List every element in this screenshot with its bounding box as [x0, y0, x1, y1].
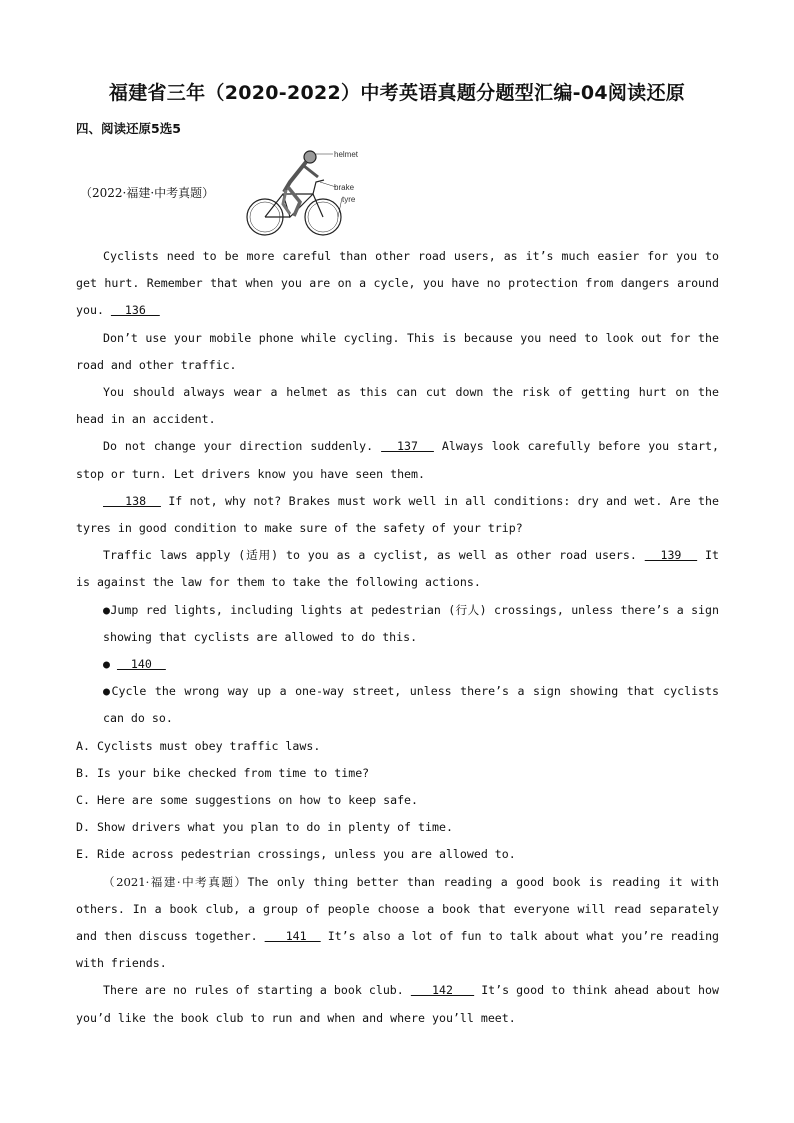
paragraph-text: It’s also a lot of fun to talk about what you’re reading with friends. — [76, 929, 720, 971]
paragraph-text: There are no rules of starting a book club. — [103, 983, 404, 998]
answer-blank-139[interactable]: 139 — [644, 548, 698, 563]
list-item: ●Jump red lights, including lights at pedestrian (行人) crossings, unless there’s a sign showing that cyclists are allowed to do this. — [103, 602, 719, 644]
page-title: 福建省三年（2020-2022）中考英语真题分题型汇编-04阅读还原 — [108, 82, 686, 104]
paragraph: You should always wear a helmet as this can cut down the risk of getting hurt on the head in an accident. — [76, 385, 719, 427]
paragraph — [76, 433, 719, 487]
option-b: B. Is your bike checked from time to time? — [76, 765, 370, 780]
paragraph-text: The only thing better than reading a good book is reading it with others. In a book club, a group of people choose a book that everyone will read separately and then discuss together. — [76, 874, 719, 944]
paragraph — [76, 243, 719, 325]
answer-blank-141[interactable]: 141 — [264, 929, 321, 944]
paragraph-text: Cyclists need to be more careful than other road users, as it’s much easier for you to get hurt. Remember that when you are on a cycle, you have no protection from dangers around you. — [76, 249, 719, 318]
paragraph — [76, 977, 719, 1031]
answer-blank-142[interactable]: 142 — [410, 983, 475, 998]
option-c: C. Here are some suggestions on how to keep safe. — [76, 793, 419, 808]
paragraph-text: Traffic laws apply (适用) to you as a cyclist, as well as other road users. — [103, 548, 637, 563]
passage-1 — [76, 243, 719, 1032]
paragraph — [76, 542, 719, 596]
bullet-mark: ● — [103, 657, 110, 672]
answer-blank-140[interactable]: 140 — [116, 657, 166, 672]
paragraph-text: Do not change your direction suddenly. — [103, 439, 374, 454]
paragraph — [76, 488, 719, 542]
paragraph: Don’t use your mobile phone while cycling. This is because you need to look out for the road and other traffic. — [76, 330, 719, 372]
brake-label: brake — [334, 183, 355, 192]
answer-blank-137[interactable]: 137 — [381, 439, 434, 454]
paragraph-text: It’s good to think ahead about how you’d like the book club to run and when and where you’ll meet. — [76, 983, 719, 1025]
answer-blank-136[interactable]: 136 — [110, 303, 160, 318]
tyre-label: tyre — [342, 195, 356, 204]
source-label: （2021·福建·中考真题） — [103, 874, 248, 889]
helmet-label: helmet — [334, 150, 359, 159]
option-d: D. Show drivers what you plan to do in plenty of time. — [76, 820, 453, 835]
option-e: E. Ride across pedestrian crossings, unless you are allowed to. — [76, 847, 516, 862]
answer-blank-138[interactable]: 138 — [103, 493, 161, 508]
paragraph-text: It is against the law for them to take the following actions. — [76, 548, 719, 590]
source-label: （2022·福建·中考真题） — [80, 186, 215, 200]
rider-head — [304, 151, 316, 163]
option-a: A. Cyclists must obey traffic laws. — [76, 738, 321, 753]
section-heading: 四、阅读还原5选5 — [76, 121, 181, 136]
paragraph — [76, 869, 719, 978]
list-item — [76, 651, 719, 678]
paragraph-text: If not, why not? Brakes must work well in all conditions: dry and wet. Are the tyres in good condition to make sure of the safety of your trip? — [76, 493, 719, 536]
list-item: ●Cycle the wrong way up a one-way street, unless there’s a sign showing that cyclists can do so. — [103, 684, 719, 726]
paragraph-text: Always look carefully before you start, stop or turn. Let drivers know you have seen them. — [76, 439, 719, 481]
cyclist-figure — [238, 142, 368, 240]
